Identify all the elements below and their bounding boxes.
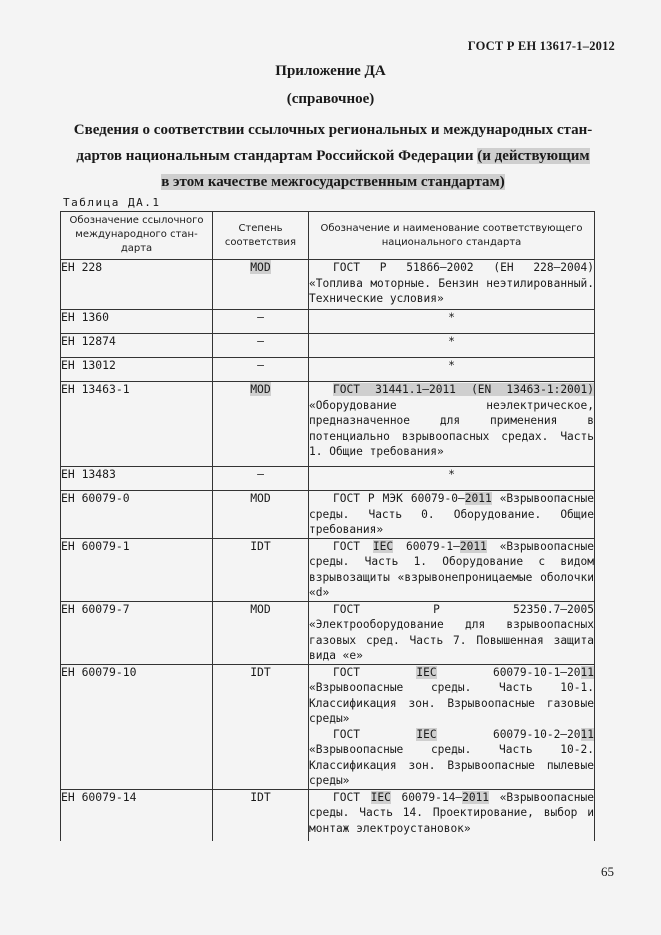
ref-code: ЕН 13463-1 — [61, 382, 213, 467]
header-ref-standard: Обозначение ссылочного международного стан-дарта — [61, 212, 213, 260]
ref-code: ЕН 228 — [61, 260, 213, 310]
national-standard: ГОСТ 31441.1–2011 (EN 13463-1:2001) «Оборудование неэлектрическое, предназначенное для применения в потенциально взрывоопасных средах. Часть 1. Общие требования» — [309, 382, 595, 467]
degree: – — [213, 310, 309, 334]
ref-code: ЕН 60079-14 — [61, 789, 213, 841]
degree: – — [213, 467, 309, 491]
degree: MOD — [213, 601, 309, 664]
table-row — [61, 664, 595, 789]
national-standard: * — [309, 358, 595, 382]
degree: IDT — [213, 789, 309, 841]
national-standard: ГОСТ IEC 60079-10-1–2011 «Взрывоопасные среды. Часть 10-1. Классификация зон. Взрывоопасные газовые среды» ГОСТ IEC 60079-10-2–2011 «Взрывоопасные среды. Часть 10-2. Классификация зон. Взрывоопасные пылевые среды» — [309, 665, 594, 787]
ref-code: ЕН 13483 — [61, 467, 213, 491]
header-degree: Степень соответствия — [213, 212, 309, 260]
table-row — [61, 334, 595, 358]
annex-subtitle: (справочное) — [286, 91, 375, 107]
heading-line-1: Сведения о соответствии ссылочных региональных и международных стан- — [73, 122, 593, 138]
correspondence-table — [60, 211, 595, 841]
ref-code: ЕН 12874 — [61, 334, 213, 358]
degree: MOD — [213, 260, 309, 310]
annex-title: Приложение ДА — [275, 63, 386, 79]
table-row — [61, 382, 595, 467]
degree: – — [213, 334, 309, 358]
document-code: ГОСТ Р ЕН 13617-1–2012 — [467, 39, 615, 53]
table-row — [61, 260, 595, 310]
heading-line-2: дартов национальным стандартам Российской Федерации — [76, 148, 478, 164]
degree: MOD — [213, 382, 309, 467]
ref-code: ЕН 60079-1 — [61, 538, 213, 601]
degree: IDT — [213, 664, 309, 789]
header-national-standard: Обозначение и наименование соответствующего национального стандарта — [309, 212, 595, 260]
table-row — [61, 310, 595, 334]
page-number: 65 — [601, 864, 614, 879]
ref-code: ЕН 60079-10 — [61, 664, 213, 789]
table-row — [61, 467, 595, 491]
degree: – — [213, 358, 309, 382]
national-standard: ГОСТ Р 51866–2002 (ЕН 228–2004) «Топлива моторные. Бензин неэтилированный. Технические условия» — [309, 260, 595, 310]
heading-highlight-2: в этом качестве межгосударственным стандартам) — [161, 174, 505, 190]
table-caption: Таблица ДА.1 — [63, 196, 161, 209]
national-standard: * — [309, 334, 595, 358]
degree: MOD — [213, 491, 309, 539]
table-row — [61, 491, 595, 539]
ref-code: ЕН 1360 — [61, 310, 213, 334]
national-standard: ГОСТ IEC 60079-1–2011 «Взрывоопасные среды. Часть 1. Оборудование с видом взрывозащиты «взрывонепроницаемые оболочки «d» — [309, 539, 594, 599]
ref-code: ЕН 60079-0 — [61, 491, 213, 539]
degree: IDT — [213, 538, 309, 601]
table-row — [61, 789, 595, 841]
national-standard: ГОСТ Р 52350.7–2005 «Электрооборудование для взрывоопасных газовых сред. Часть 7. Повышенная защита вида «е» — [309, 602, 594, 662]
ref-code: ЕН 60079-7 — [61, 601, 213, 664]
annex-heading — [48, 117, 618, 195]
national-standard: ГОСТ IEC 60079-14–2011 «Взрывоопасные среды. Часть 14. Проектирование, выбор и монтаж электроустановок» — [309, 789, 595, 841]
table-header-row — [61, 212, 595, 260]
national-standard: ГОСТ Р МЭК 60079-0–2011 «Взрывоопасные среды. Часть 0. Оборудование. Общие требования» — [309, 492, 594, 536]
ref-code: ЕН 13012 — [61, 358, 213, 382]
national-standard: * — [309, 467, 595, 491]
table-row — [61, 601, 595, 664]
table-row — [61, 358, 595, 382]
heading-highlight-1: (и действующим — [477, 148, 590, 164]
national-standard: * — [309, 310, 595, 334]
table-row — [61, 538, 595, 601]
